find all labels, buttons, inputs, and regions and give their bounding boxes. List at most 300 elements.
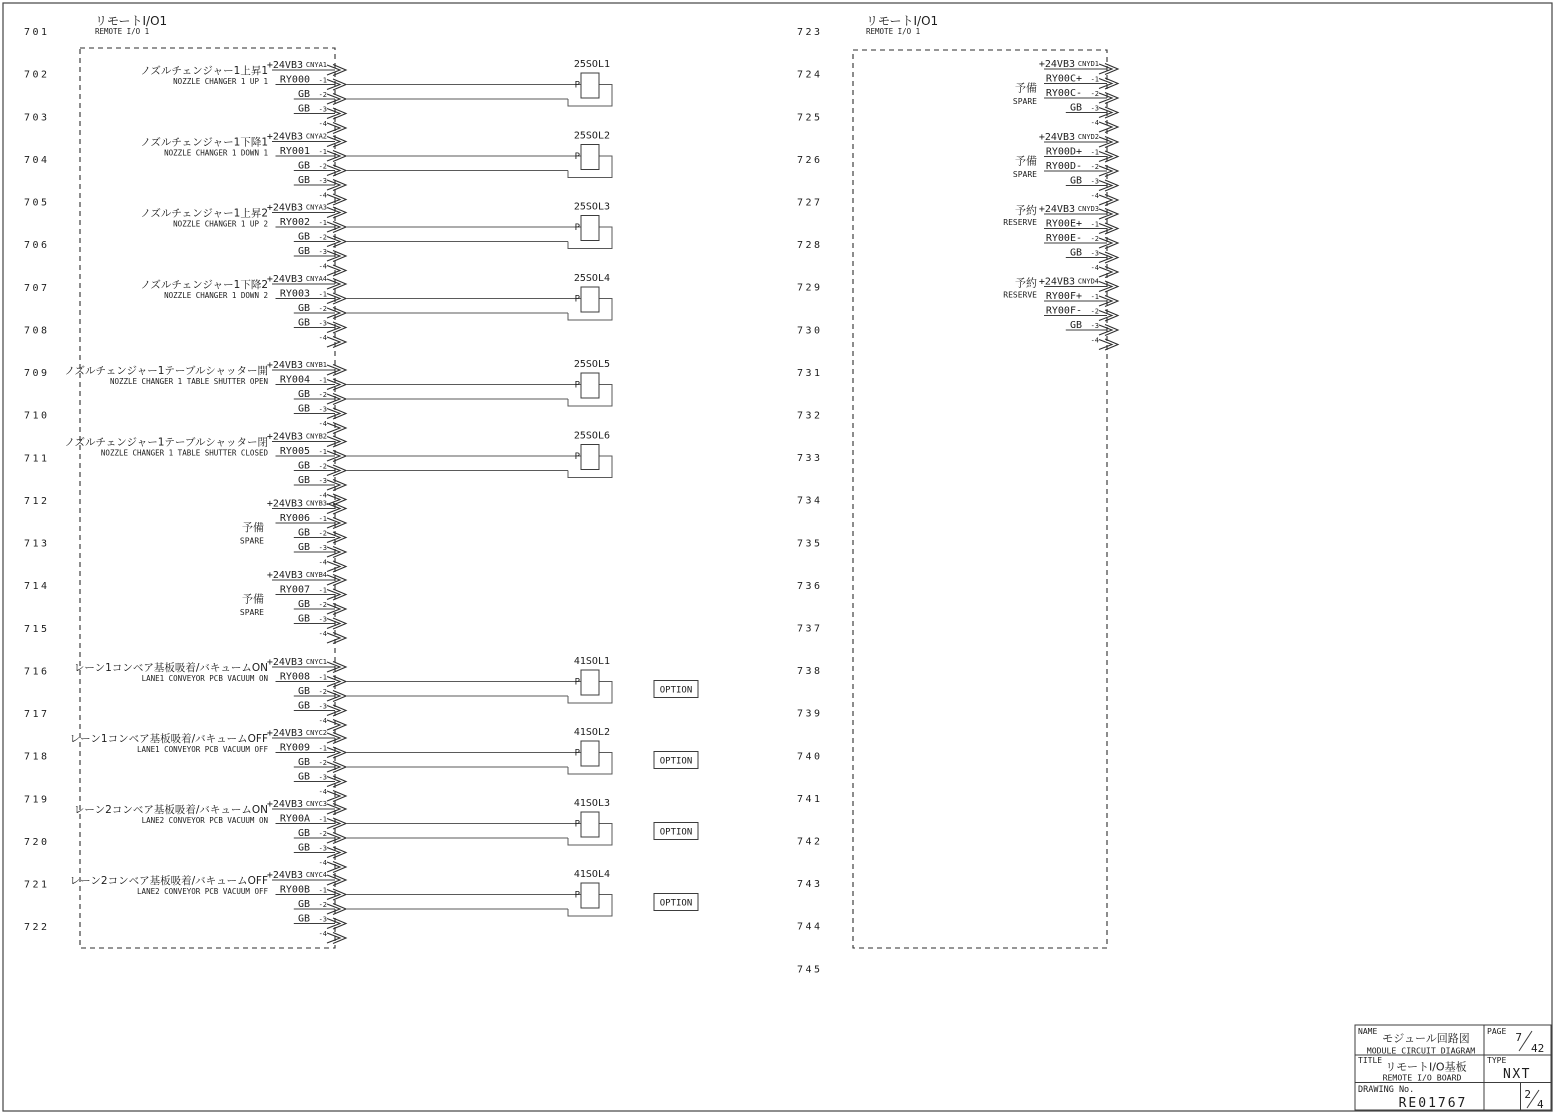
pin-number: -2: [318, 91, 327, 99]
pin-number: -2: [318, 162, 327, 171]
connector-block-cnya3: [140, 202, 612, 277]
pin-number: -2: [318, 391, 327, 399]
right-margin-line-number: 742: [797, 836, 823, 848]
solenoid-port-label: P: [574, 223, 580, 233]
solenoid-name: 25SOL1: [573, 59, 610, 70]
right-margin-line-number: 734: [797, 495, 823, 507]
pin-signal-label: GB: [297, 771, 310, 783]
right-header-en: REMOTE I/O 1: [866, 27, 921, 36]
supply-label: +24VB3: [266, 431, 303, 443]
pin-number: -2: [318, 901, 327, 909]
signal-label-en: NOZZLE CHANGER 1 UP 1: [173, 77, 268, 86]
pin-signal-label: RY005: [279, 446, 310, 457]
right-margin-line-number: 727: [797, 197, 823, 209]
signal-label-jp: ノズルチェンジャー1下降1: [140, 136, 268, 149]
connector-block-cnyc2: [70, 727, 698, 802]
left-margin-line-number: 709: [24, 368, 50, 380]
connector-name: CNYD1: [1077, 60, 1099, 68]
right-margin-line-number: 724: [797, 69, 823, 81]
pin-signal-label: GB: [297, 542, 310, 553]
connector-name: CNYA1: [305, 61, 327, 69]
connector-pin-arrow-icon: [327, 862, 346, 873]
pin-number: -3: [318, 773, 327, 782]
right-margin-line-number: 736: [797, 580, 823, 592]
pin-number: -2: [1090, 90, 1099, 98]
solenoid-port-label: P: [574, 452, 580, 462]
type-value: NXT: [1503, 1067, 1531, 1082]
right-margin-line-number: 740: [797, 751, 823, 763]
pin-number: -3: [318, 544, 327, 552]
pin-number: -1: [1090, 220, 1099, 229]
right-section-header: [866, 14, 938, 36]
solenoid-25sol5: [346, 359, 612, 406]
connector-pin-arrow-icon: [1099, 267, 1118, 278]
right-margin-line-number: 730: [797, 325, 823, 337]
option-box: [654, 894, 698, 911]
left-margin-line-number: 707: [24, 282, 50, 294]
right-margin-line-number: 737: [797, 623, 823, 635]
left-margin-line-number: 701: [24, 27, 50, 39]
solenoid-coil: [581, 670, 599, 695]
supply-label: +24VB3: [266, 274, 303, 285]
type-label: TYPE: [1487, 1056, 1507, 1065]
pin-signal-label: GB: [297, 842, 310, 854]
solenoid-name: 41SOL4: [573, 869, 610, 880]
connector-name: CNYA3: [305, 203, 327, 212]
pin-number: -3: [318, 405, 327, 414]
pin-number: -3: [1090, 322, 1099, 330]
left-margin-line-number: 702: [24, 69, 50, 81]
sheet-frame: [3, 3, 1552, 1111]
connector-block-cnyd2: [1013, 132, 1118, 206]
connector-block-cnyd1: [1013, 59, 1118, 133]
left-margin-line-number: 703: [24, 112, 50, 124]
connector-pin-arrow-icon: [327, 337, 346, 348]
left-margin-line-number: 720: [24, 836, 50, 848]
spare-label-en: SPARE: [1012, 170, 1037, 179]
solenoid-25sol4: [346, 273, 612, 320]
spare-label-en: SPARE: [239, 608, 264, 617]
pin-signal-label: RY00E-: [1045, 233, 1082, 244]
connector-block-cnyc1: [74, 656, 698, 731]
pin-number: -4: [318, 334, 327, 342]
solenoid-name: 41SOL3: [573, 798, 610, 809]
supply-label: +24VB3: [1038, 132, 1075, 143]
pin-number: -3: [1090, 249, 1099, 258]
left-margin-line-number: 719: [24, 794, 50, 806]
pin-signal-label: RY00B: [279, 884, 310, 896]
solenoid-coil: [581, 445, 599, 470]
left-margin-line-number: 716: [24, 666, 50, 678]
solenoid-coil: [581, 812, 599, 837]
signal-label-jp: ノズルチェンジャー1上昇1: [140, 65, 268, 77]
pin-signal-label: GB: [297, 599, 310, 610]
left-header-en: REMOTE I/O 1: [95, 27, 150, 36]
pin-signal-label: GB: [297, 389, 310, 400]
pin-signal-label: RY007: [279, 584, 310, 596]
pin-number: -1: [318, 448, 327, 456]
pin-signal-label: RY00D-: [1045, 161, 1082, 172]
pin-number: -1: [318, 744, 327, 753]
drawing-no-value: RE01767: [1398, 1096, 1468, 1111]
supply-label: +24VB3: [266, 202, 303, 214]
drawing-name-jp: モジュール回路図: [1382, 1032, 1470, 1045]
connector-pin-arrow-icon: [1099, 339, 1118, 350]
left-header-jp: リモートI/O1: [95, 14, 168, 28]
connector-pin-arrow-icon: [327, 265, 346, 276]
pin-signal-label: GB: [297, 303, 310, 314]
solenoid-25sol1: [346, 59, 612, 106]
signal-label-en: NOZZLE CHANGER 1 UP 2: [173, 219, 268, 229]
sheet-denominator: 4: [1537, 1098, 1544, 1111]
connector-name: CNYB3: [305, 499, 327, 508]
connector-block-cnyb3: [240, 499, 346, 573]
supply-label: +24VB3: [266, 728, 303, 739]
pin-number: -3: [318, 702, 327, 711]
connector-name: CNYB4: [305, 571, 327, 579]
supply-label: +24VB3: [266, 570, 303, 581]
solenoid-name: 41SOL2: [573, 727, 610, 738]
pin-number: -3: [318, 177, 327, 185]
pin-signal-label: RY00C+: [1045, 73, 1082, 85]
solenoid-port-label: P: [574, 152, 580, 162]
pin-signal-label: RY003: [279, 288, 310, 300]
right-io-board-outline: [853, 50, 1107, 948]
pin-signal-label: RY00F+: [1045, 291, 1082, 302]
right-margin-line-number: 728: [797, 240, 823, 252]
pin-number: -2: [318, 233, 327, 242]
connector-pin-arrow-icon: [327, 123, 346, 134]
pin-number: -4: [318, 262, 327, 271]
pin-signal-label: GB: [1069, 247, 1082, 259]
supply-label: +24VB3: [266, 498, 303, 510]
reserve-label-jp: 予約: [1015, 276, 1037, 290]
left-margin-line-number: 704: [24, 155, 50, 166]
supply-label: +24VB3: [266, 799, 303, 810]
pin-number: -3: [1090, 177, 1099, 186]
pin-signal-label: GB: [1069, 175, 1082, 187]
signal-label-jp: ノズルチェンジャー1上昇2: [140, 207, 268, 220]
right-margin-line-number: 744: [797, 921, 823, 933]
left-margin-line-number: 712: [24, 495, 50, 507]
supply-label: +24VB3: [1038, 276, 1075, 288]
signal-label-jp: レーン1コンベア基板吸着/バキュームON: [73, 662, 268, 674]
pin-number: -3: [318, 248, 327, 256]
solenoid-name: 25SOL2: [573, 130, 610, 142]
pin-signal-label: GB: [297, 175, 310, 186]
pin-number: -4: [318, 788, 327, 796]
pin-signal-label: GB: [297, 686, 310, 697]
solenoid-port-label: P: [574, 380, 580, 391]
left-margin-line-number: 705: [24, 197, 50, 209]
pin-number: -3: [318, 844, 327, 853]
right-margin-line-number: 725: [797, 112, 823, 124]
pin-number: -4: [318, 717, 327, 725]
solenoid-name: 25SOL6: [573, 430, 610, 442]
pin-number: -1: [318, 290, 327, 299]
left-margin-line-number: 722: [24, 922, 50, 934]
pin-number: -3: [318, 319, 327, 328]
solenoid-name: 25SOL4: [573, 273, 610, 284]
solenoid-coil: [581, 883, 599, 908]
signal-label-en: LANE1 CONVEYOR PCB VACUUM ON: [141, 674, 268, 683]
solenoid-coil: [581, 73, 599, 98]
connector-block-cnyb2: [64, 431, 612, 506]
spare-label-en: SPARE: [1012, 97, 1037, 106]
pin-number: -2: [318, 462, 327, 471]
pin-number: -4: [318, 558, 327, 567]
pin-number: -1: [318, 76, 327, 85]
pin-signal-label: RY000: [279, 74, 310, 86]
solenoid-25sol6: [346, 431, 612, 478]
page-label: PAGE: [1487, 1027, 1507, 1036]
left-margin-line-number: 715: [24, 623, 50, 635]
pin-signal-label: RY00E+: [1045, 218, 1082, 230]
signal-label-en: LANE1 CONVEYOR PCB VACUUM OFF: [137, 745, 268, 754]
pin-signal-label: GB: [297, 231, 310, 243]
pin-number: -2: [1090, 235, 1099, 243]
reserve-label-jp: 予約: [1015, 204, 1037, 217]
pin-number: -1: [318, 815, 327, 824]
page-numerator: 7: [1515, 1031, 1522, 1044]
pin-number: -3: [318, 915, 327, 924]
signal-label-en: LANE2 CONVEYOR PCB VACUUM OFF: [137, 887, 268, 896]
connector-block-cnya1: [140, 59, 612, 134]
pin-signal-label: GB: [297, 160, 310, 172]
spare-label-en: SPARE: [239, 536, 264, 546]
pin-number: -2: [318, 830, 327, 838]
signal-label-en: NOZZLE CHANGER 1 DOWN 1: [164, 148, 268, 158]
solenoid-port-label: P: [574, 890, 580, 901]
pin-signal-label: GB: [297, 700, 310, 712]
solenoid-name: 41SOL1: [573, 656, 610, 667]
option-label: OPTION: [659, 685, 693, 696]
solenoid-41sol4: [346, 869, 612, 916]
pin-number: -2: [318, 529, 327, 538]
pin-number: -1: [318, 886, 327, 895]
drawing-name-en: MODULE CIRCUIT DIAGRAM: [1366, 1045, 1476, 1056]
pin-signal-label: GB: [297, 757, 310, 768]
right-margin-line-number: 745: [797, 964, 823, 976]
connector-block-cnyc3: [74, 798, 698, 873]
pin-number: -2: [318, 601, 327, 609]
pin-signal-label: GB: [297, 317, 310, 329]
solenoid-coil: [581, 287, 599, 312]
connector-name: CNYC3: [305, 800, 327, 808]
pin-signal-label: RY009: [279, 742, 310, 754]
supply-label: +24VB3: [266, 131, 303, 143]
left-margin-line-number: 721: [24, 879, 50, 891]
signal-label-jp: レーン2コンベア基板吸着/バキュームOFF: [69, 875, 268, 887]
pin-signal-label: RY004: [279, 374, 310, 386]
supply-label: +24VB3: [266, 657, 303, 668]
board-title-en: REMOTE I/O BOARD: [1382, 1072, 1462, 1083]
left-margin-line-number: 710: [24, 410, 50, 422]
option-label: OPTION: [659, 898, 693, 909]
signal-label-jp: ノズルチェンジャー1テーブルシャッター開: [64, 365, 268, 377]
solenoid-41sol2: [346, 727, 612, 774]
pin-signal-label: GB: [297, 246, 310, 257]
connector-block-cnyd4: [1003, 277, 1118, 351]
right-margin-line-number: 735: [797, 538, 823, 550]
connector-name: CNYD3: [1077, 205, 1099, 213]
solenoid-41sol3: [346, 798, 612, 845]
pin-signal-label: RY00A: [279, 813, 310, 825]
pin-signal-label: GB: [297, 403, 310, 415]
connector-block-cnyc4: [70, 869, 698, 944]
solenoid-coil: [581, 373, 599, 398]
supply-label: +24VB3: [266, 360, 303, 371]
title-block: [1355, 1025, 1551, 1111]
pin-number: -4: [318, 191, 327, 200]
pin-signal-label: GB: [297, 899, 310, 910]
pin-number: -3: [1090, 104, 1099, 113]
pin-signal-label: GB: [297, 460, 310, 472]
pin-number: -4: [318, 120, 327, 128]
connector-pin-arrow-icon: [1099, 122, 1118, 133]
pin-number: -4: [318, 420, 327, 428]
left-section-header: [95, 14, 167, 36]
pin-number: -4: [318, 930, 327, 938]
pin-number: -1: [318, 586, 327, 595]
connector-block-cnyb4: [240, 570, 346, 644]
connector-pin-arrow-icon: [327, 561, 346, 572]
right-margin-line-number: 743: [797, 879, 823, 891]
connector-name: CNYD4: [1077, 277, 1099, 286]
right-margin-line-number: 723: [797, 27, 823, 39]
solenoid-port-label: P: [574, 748, 580, 759]
right-margin-line-number: 733: [797, 453, 823, 465]
reserve-label-en: RESERVE: [1003, 290, 1037, 300]
pin-number: -4: [318, 630, 327, 638]
pin-signal-label: GB: [297, 913, 310, 925]
supply-label: +24VB3: [1038, 204, 1075, 215]
spare-label-jp: 予備: [242, 521, 264, 534]
solenoid-name: 25SOL3: [573, 201, 610, 213]
pin-number: -1: [318, 376, 327, 385]
connector-pin-arrow-icon: [327, 933, 346, 944]
connector-name: CNYC4: [305, 871, 327, 879]
solenoid-port-label: P: [574, 294, 580, 305]
solenoid-25sol2: [346, 131, 612, 178]
pin-signal-label: RY00F-: [1045, 305, 1082, 317]
solenoid-port-label: P: [574, 677, 580, 688]
left-margin-line-number: 708: [24, 325, 50, 337]
pin-number: -1: [318, 219, 327, 227]
pin-number: -4: [318, 859, 327, 867]
signal-label-en: LANE2 CONVEYOR PCB VACUUM ON: [141, 816, 268, 825]
pin-number: -4: [1090, 336, 1099, 345]
pin-number: -3: [318, 615, 327, 624]
right-margin-line-number: 741: [797, 793, 823, 805]
option-label: OPTION: [659, 827, 693, 838]
pin-number: -2: [318, 305, 327, 313]
left-margin-line-number: 711: [24, 453, 50, 465]
solenoid-coil: [581, 145, 599, 170]
pin-number: -3: [318, 105, 327, 114]
solenoid-name: 25SOL5: [573, 359, 610, 370]
pin-number: -4: [1090, 264, 1099, 272]
right-margin-line-number: 738: [797, 666, 823, 678]
supply-label: +24VB3: [1038, 59, 1075, 70]
supply-label: +24VB3: [266, 60, 303, 71]
signal-label-jp: ノズルチェンジャー1下降2: [140, 279, 268, 291]
connector-name: CNYA2: [305, 132, 327, 141]
option-box: [654, 823, 698, 840]
left-margin-line-number: 717: [24, 709, 50, 720]
page-denominator: 42: [1531, 1042, 1545, 1055]
title-label: TITLE: [1358, 1056, 1383, 1065]
signal-label-jp: レーン1コンベア基板吸着/バキュームOFF: [69, 733, 268, 745]
signal-label-jp: レーン2コンベア基板吸着/バキュームON: [73, 804, 268, 816]
right-margin-line-number: 739: [797, 708, 823, 720]
signal-label-jp: ノズルチェンジャー1テーブルシャッター閉: [64, 436, 268, 449]
connector-name: CNYC2: [305, 729, 327, 737]
board-title-jp: リモートI/O基板: [1385, 1060, 1467, 1074]
connector-pin-arrow-icon: [327, 720, 346, 731]
right-margin-line-number: 726: [797, 154, 823, 166]
left-margin-line-number: 714: [24, 581, 50, 593]
right-header-jp: リモートI/O1: [866, 14, 939, 28]
pin-number: -1: [318, 515, 327, 523]
pin-signal-label: RY001: [279, 146, 310, 157]
pin-number: -1: [1090, 293, 1099, 301]
connector-pin-arrow-icon: [327, 633, 346, 644]
pin-signal-label: GB: [1069, 320, 1082, 331]
spare-label-jp: 予備: [1015, 154, 1037, 168]
name-label: NAME: [1358, 1027, 1378, 1036]
signal-label-en: NOZZLE CHANGER 1 TABLE SHUTTER OPEN: [109, 377, 268, 386]
reserve-label-en: RESERVE: [1003, 218, 1037, 227]
connector-name: CNYB1: [305, 361, 327, 369]
pin-signal-label: RY00D+: [1045, 146, 1082, 158]
left-margin-line-number: 706: [24, 240, 50, 252]
signal-label-en: NOZZLE CHANGER 1 DOWN 2: [164, 291, 268, 300]
pin-signal-label: GB: [297, 613, 310, 625]
connector-name: CNYA4: [305, 275, 327, 283]
connector-name: CNYD2: [1077, 133, 1099, 141]
pin-number: -2: [1090, 163, 1099, 171]
pin-signal-label: RY002: [279, 217, 310, 228]
sheet-numerator: 2: [1524, 1088, 1531, 1101]
right-margin-line-number: 732: [797, 410, 823, 422]
connector-pin-arrow-icon: [327, 194, 346, 205]
connector-block-cnyd3: [1003, 204, 1118, 278]
pin-number: -1: [318, 148, 327, 156]
connector-pin-arrow-icon: [327, 423, 346, 434]
solenoid-port-label: P: [574, 80, 580, 91]
connector-pin-arrow-icon: [327, 791, 346, 802]
spare-label-jp: 予備: [242, 592, 264, 606]
pin-number: -1: [318, 673, 327, 682]
connector-block-cnyb1: [64, 359, 612, 434]
pin-signal-label: GB: [297, 89, 310, 100]
solenoid-port-label: P: [574, 819, 580, 830]
pin-signal-label: RY00C-: [1045, 88, 1082, 99]
pin-signal-label: GB: [297, 103, 310, 115]
connector-name: CNYC1: [305, 658, 327, 666]
spare-label-jp: 予備: [1015, 81, 1037, 95]
connector-pin-arrow-icon: [327, 494, 346, 505]
option-box: [654, 681, 698, 698]
pin-number: -3: [318, 477, 327, 485]
pin-number: -4: [318, 491, 327, 500]
drawing-no-label: DRAWING No.: [1358, 1085, 1415, 1095]
pin-number: -2: [1090, 307, 1099, 316]
pin-number: -2: [318, 688, 327, 696]
signal-label-en: NOZZLE CHANGER 1 TABLE SHUTTER CLOSED: [100, 448, 268, 458]
option-label: OPTION: [659, 756, 693, 767]
